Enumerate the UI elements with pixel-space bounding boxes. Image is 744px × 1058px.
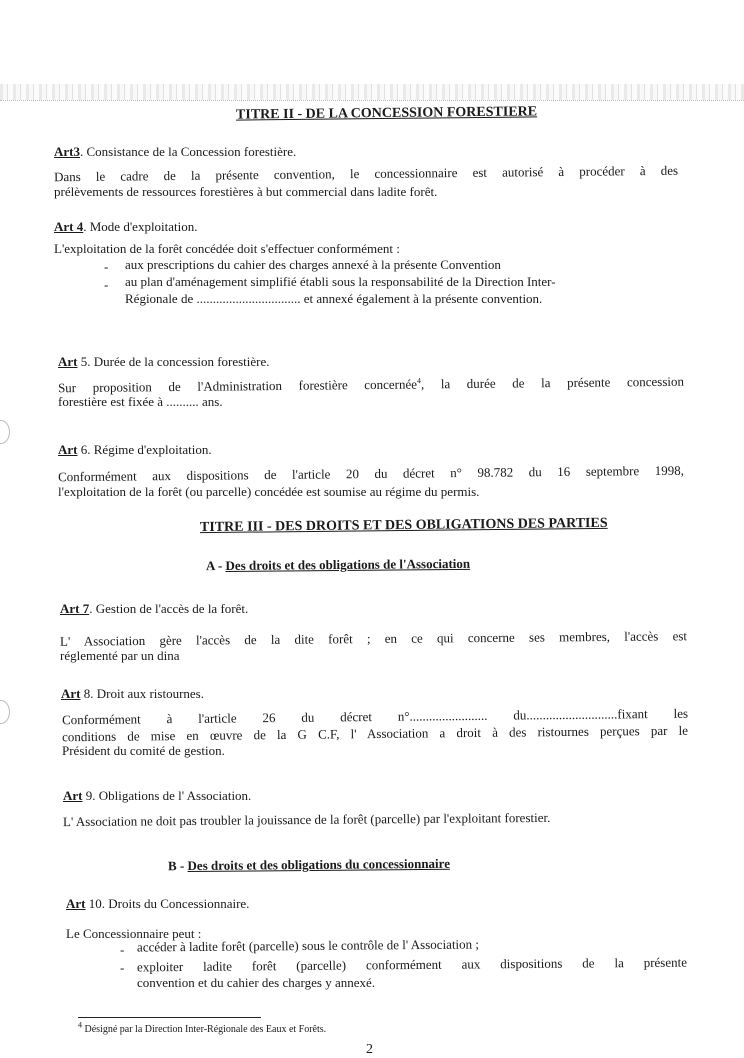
bullet-dash: -: [120, 942, 125, 957]
art5-line: forestière est fixée à .......... ans.: [58, 394, 223, 409]
bullet-dash: -: [120, 960, 125, 975]
art7-line: réglementé par un dina: [60, 648, 180, 663]
art3-line: prélèvements de ressources forestières à but commercial dans ladite forêt.: [54, 184, 438, 199]
art3-label: Art3: [54, 144, 80, 159]
art4-bullet: aux prescriptions du cahier des charges annexé à la présente Convention: [125, 257, 501, 272]
art7-line: L' Association gère l'accès de la dite forêt ; en ce qui concerne ses membres, l'accès est: [59, 628, 688, 649]
art8-label: Art: [61, 686, 81, 701]
art4-label: Art 4: [54, 219, 84, 234]
page-number: 2: [366, 1042, 373, 1057]
art6-line: l'exploitation de la forêt (ou parcelle) concédée est soumise au régime du permis.: [58, 484, 480, 499]
art5-text: Sur proposition de l'Administration forestière concernée: [57, 376, 418, 396]
footnote-ref: 4: [416, 376, 421, 386]
art9-heading: [63, 788, 251, 803]
art9-line: L' Association ne doit pas troubler la jouissance de la forêt (parcelle) par l'exploitant forestier.: [62, 809, 551, 830]
art4-bullet: au plan d'aménagement simplifié établi sous la responsabilité de la Direction Inter-: [125, 274, 556, 289]
art4-bullet: Régionale de ................................ et annexé également à la présente convention.: [125, 291, 543, 306]
art3-title: . Consistance de la Concession forestière.: [80, 144, 297, 159]
art8-title: 8. Droit aux ristournes.: [80, 686, 204, 701]
art7-label: Art 7: [60, 601, 90, 616]
footnote-rule: [78, 1017, 261, 1018]
titre-2-heading: TITRE II - DE LA CONCESSION FORESTIERE: [235, 104, 538, 123]
bullet-dash: -: [104, 259, 109, 274]
art8-line: Président du comité de gestion.: [62, 743, 225, 758]
art9-label: Art: [63, 788, 83, 803]
section-b-title: Des droits et des obligations du concessionnaire: [187, 855, 450, 874]
art10-title: 10. Droits du Concessionnaire.: [85, 896, 250, 911]
art4-heading: [54, 219, 198, 234]
footnote-text: Désigné par la Direction Inter-Régionale des Eaux et Forêts.: [82, 1024, 327, 1035]
footnote-number: 4: [78, 1020, 82, 1030]
section-a-prefix: A -: [205, 557, 226, 574]
art5-heading: [58, 354, 270, 369]
art8-line: Conformément à l'article 26 du décret n°........................ du............................fixant les: [61, 705, 689, 728]
art10-bullet: exploiter ladite forêt (parcelle) conformément aux dispositions de la présente: [136, 954, 688, 975]
art7-title: . Gestion de l'accès de la forêt.: [89, 601, 249, 616]
art6-title: 6. Régime d'exploitation.: [77, 442, 212, 457]
art10-bullet: accéder à ladite forêt (parcelle) sous le contrôle de l' Association ;: [136, 936, 480, 955]
art4-title: . Mode d'exploitation.: [83, 219, 198, 234]
art5-line: [58, 374, 684, 396]
section-b-prefix: B -: [167, 858, 188, 874]
art5-label: Art: [58, 354, 78, 369]
punch-hole: [0, 700, 10, 724]
art5-text: , la durée de la présente concession: [420, 373, 685, 392]
art8-heading: [61, 686, 204, 701]
art7-heading: [60, 601, 248, 616]
footnote: [78, 1020, 327, 1035]
art6-line: Conformément aux dispositions de l'article 20 du décret n° 98.782 du 16 septembre 1998,: [57, 462, 685, 485]
art6-heading: [58, 442, 212, 457]
art6-label: Art: [58, 442, 78, 457]
art8-line: conditions de mise en œuvre de la G C.F, l' Association a droit à des ristournes perçues par le: [61, 722, 689, 745]
art10-heading: [66, 896, 249, 911]
scan-noise-band: [0, 84, 744, 100]
titre-3-heading: TITRE III - DES DROITS ET DES OBLIGATIONS DES PARTIES: [199, 515, 608, 536]
art9-title: 9. Obligations de l' Association.: [82, 788, 252, 803]
punch-hole: [0, 420, 10, 444]
art10-intro: Le Concessionnaire peut :: [66, 926, 202, 941]
bullet-dash: -: [104, 277, 109, 292]
section-a-title: Des droits et des obligations de l'Association: [225, 555, 471, 573]
art10-label: Art: [66, 896, 86, 911]
scan-line: [0, 100, 744, 101]
art5-title: 5. Durée de la concession forestière.: [77, 354, 270, 369]
section-a-heading: [206, 556, 470, 573]
art4-intro: L'exploitation de la forêt concédée doit s'effectuer conformément :: [54, 241, 400, 256]
art10-bullet: convention et du cahier des charges y annexé.: [137, 975, 375, 990]
section-b-heading: [168, 856, 450, 873]
art3-line: Dans le cadre de la présente convention, le concessionnaire est autorisé à procéder à des: [53, 162, 679, 185]
art3-heading: [54, 144, 296, 159]
